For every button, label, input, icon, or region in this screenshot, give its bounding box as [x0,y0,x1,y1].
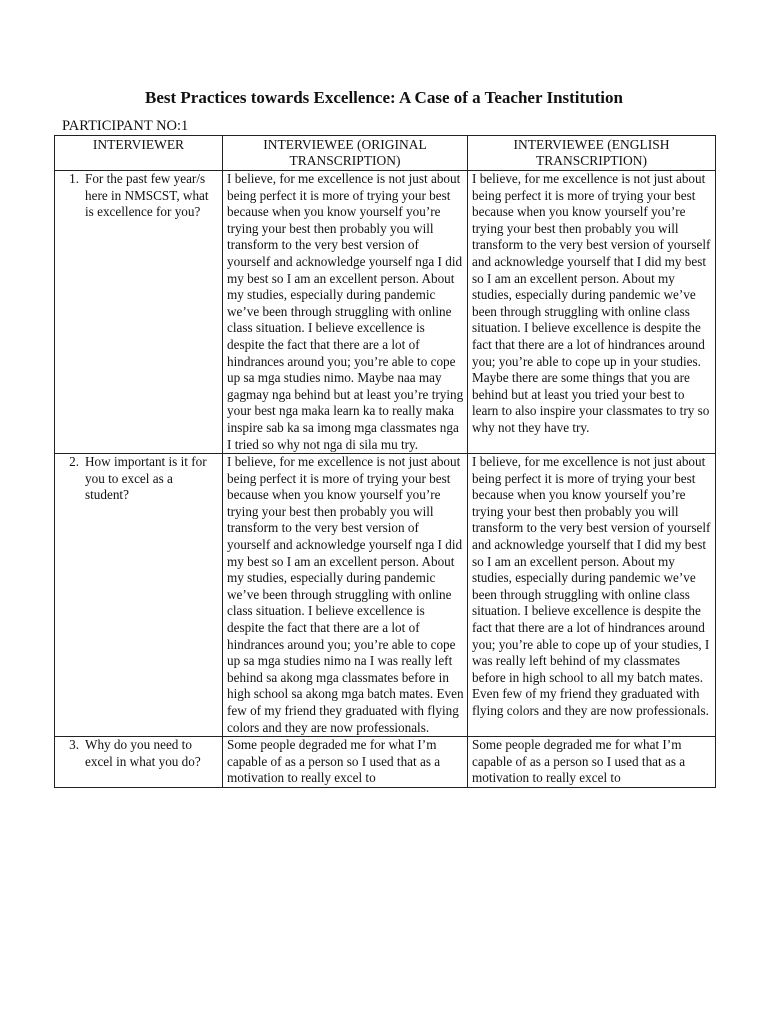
table-row [55,454,716,737]
question-number: 2. [69,454,79,470]
header-english-transcription: INTERVIEWEE (ENGLISH TRANSCRIPTION) [468,136,716,171]
question-cell [55,737,223,788]
question-number: 3. [69,737,79,753]
table-row [55,171,716,454]
interview-table [54,135,716,788]
header-interviewer: INTERVIEWER [55,136,223,171]
question-text: For the past few year/s here in NMSCST, what is excellence for you? [85,171,209,220]
question-number: 1. [69,171,79,186]
question-text: How important is it for you to excel as a student? [85,454,207,503]
original-transcription-cell: I believe, for me excellence is not just about being perfect it is more of trying your best because when you know yourself you’re trying your best then probably you will transform to the very best version of yourself and acknowledge yourself nga I did my best so I am an excellent person. About my studies, especially during pandemic we’ve been through struggling with online class situation. I believe excellence is despite the fact that there are a lot of hindrances around you; you’re able to cope up sa mga studies nimo na I was really left behind sa akong mga classmates before in high school sa akong mga batch mates. Even few of my friend they graduated with flying colors and they are now professionals. [223,454,468,737]
english-transcription-cell: I believe, for me excellence is not just about being perfect it is more of trying your best because when you know yourself you’re trying your best then probably you will transform to the very best version of yourself and acknowledge yourself that I did my best so I am an excellent person. About my studies, especially during pandemic we’ve been through struggling with online class situation. I believe excellence is despite the fact that there are a lot of hindrances around you; you’re able to cope up of your studies, I was really left behind of my classmates before in high school to all my batch mates. Even few of my friend they graduated with flying colors and they are now professionals. [468,454,716,737]
table-row [55,737,716,788]
english-transcription-cell: I believe, for me excellence is not just about being perfect it is more of trying your best because when you know yourself you’re trying your best then probably you will transform to the very best version of yourself and acknowledge yourself that I did my best so I am an excellent person. About my studies, especially during pandemic we’ve been through struggling with online class situation. I believe excellence is despite the fact that there are a lot of hindrances around you; you’re able to cope up in your studies. Maybe there are some things that you are behind but at least you tried your best to learn to also inspire your classmates to try so why not they have try. [468,171,716,454]
participant-label: PARTICIPANT NO:1 [62,118,189,134]
original-transcription-cell: I believe, for me excellence is not just about being perfect it is more of trying your best because when you know yourself you’re trying your best then probably you will transform to the very best version of yourself and acknowledge yourself nga I did my best so I am an excellent person. About my studies, especially during pandemic we’ve been through struggling with online class situation. I believe excellence is despite the fact that there are a lot of hindrances around you; you’re able to cope up sa mga studies nimo. Maybe naa may gagmay nga behind but at least you’re trying your best nga maka learn ka to really maka inspire sab ka sa imong mga classmates nga I tried so why not nga di sila mu try. [223,171,468,454]
question-cell [55,454,223,737]
header-original-transcription: INTERVIEWEE (ORIGINAL TRANSCRIPTION) [223,136,468,171]
english-transcription-cell: Some people degraded me for what I’m capable of as a person so I used that as a motivation to really excel to [468,737,716,788]
question-text: Why do you need to excel in what you do? [85,737,201,769]
document-title: Best Practices towards Excellence: A Case of a Teacher Institution [145,88,623,107]
table-header-row [55,136,716,171]
original-transcription-cell: Some people degraded me for what I’m capable of as a person so I used that as a motivation to really excel to [223,737,468,788]
question-cell [55,171,223,454]
